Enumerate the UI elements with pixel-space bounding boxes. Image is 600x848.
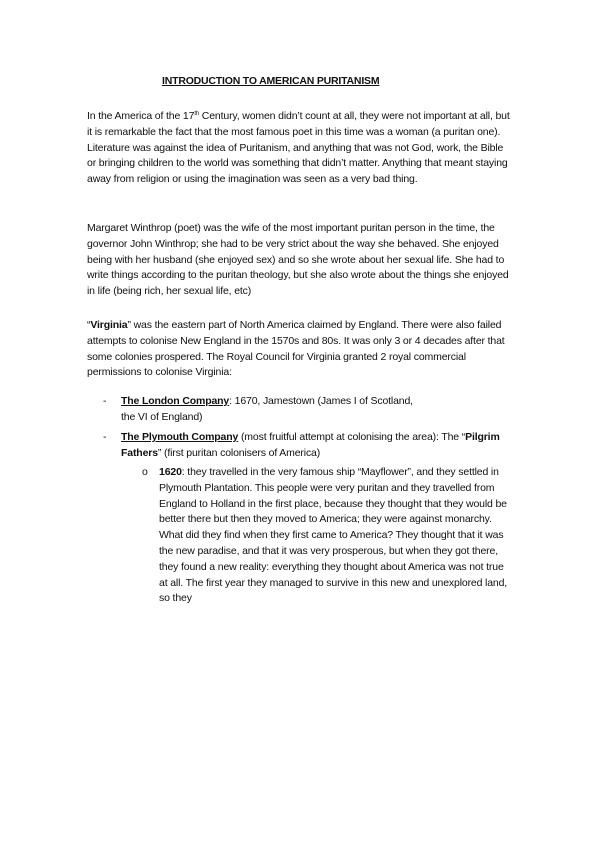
paragraph-virginia-rest: ” was the eastern part of North America claimed by England. There were also failed attempts to colonise New England in the 1570s and 80s. It was only 3 or 4 decades after that some colonies prospered. The Royal Council for Virginia granted 2 royal commercial permissions to colonise Virginia: [87, 319, 505, 379]
paragraph-intro-rest: Century, women didn’t count at all, they were not important at all, but it is remarkable the fact that the most famous poet in this time was a woman (a puritan one). Literature was against the idea of Puritanism, and anything that was not God, work, the Bible or bringing children to the world was something that didn’t matter. Anything that meant staying away from religion or using the imagination was seen as a very bad thing. [87, 110, 510, 186]
paragraph-virginia [87, 318, 512, 381]
open-quote: “ [87, 319, 91, 331]
london-company-desc: : 1670, Jamestown (James I of Scotland, the VI of England) [121, 395, 413, 423]
dash-bullet: - [103, 431, 107, 443]
london-company-name: The London Company [121, 395, 230, 407]
paragraph-winthrop: Margaret Winthrop (poet) was the wife of the most important puritan person in the time, the governor John Winthrop; she had to be very strict about the way she behaved. She enjoyed being with her husband (she enjoyed sex) and so she wrote about her sexual life. She had to write things according to the puritan theology, but she also wrote about the things she enjoyed in life (being rich, her sexual life, etc) [87, 222, 509, 298]
paragraph-intro [87, 109, 512, 188]
plymouth-desc-a: (most fruitful attempt at colonising the area): The “ [238, 431, 466, 443]
ordinal-suffix: th [194, 111, 200, 117]
plymouth-company-name: The Plymouth Company [121, 431, 239, 443]
list-item-london [121, 394, 421, 426]
sub-item-1620-text: : they travelled in the very famous ship “Mayflower”, and they settled in Plymouth Plantation. This people were very puritan and they travelled from England to Holland in the first place, because they thought that they would be better there but then they moved to America; they were against monarchy. What did they find when they first came to America? They thought that it was the new paradise, and that it was very prosperous, but when they got there, they found a new reality: everything they thought about America was not true at all. The first year they managed to survive in this new and unexplored land, so they [159, 466, 508, 605]
dash-bullet: - [103, 395, 107, 407]
plymouth-desc-b: ” (first puritan colonisers of America) [157, 446, 321, 459]
sub-item-1620 [159, 465, 513, 607]
year-1620: 1620 [159, 466, 182, 478]
virginia-term: Virginia [90, 319, 128, 331]
circle-bullet: o [142, 466, 148, 478]
list-item-plymouth [121, 430, 501, 462]
pilgrim-fathers-term: Pilgrim Fathers [121, 431, 500, 459]
document-title: INTRODUCTION TO AMERICAN PURITANISM [162, 75, 380, 87]
paragraph-intro-start: In the America of the 17 [87, 110, 195, 122]
